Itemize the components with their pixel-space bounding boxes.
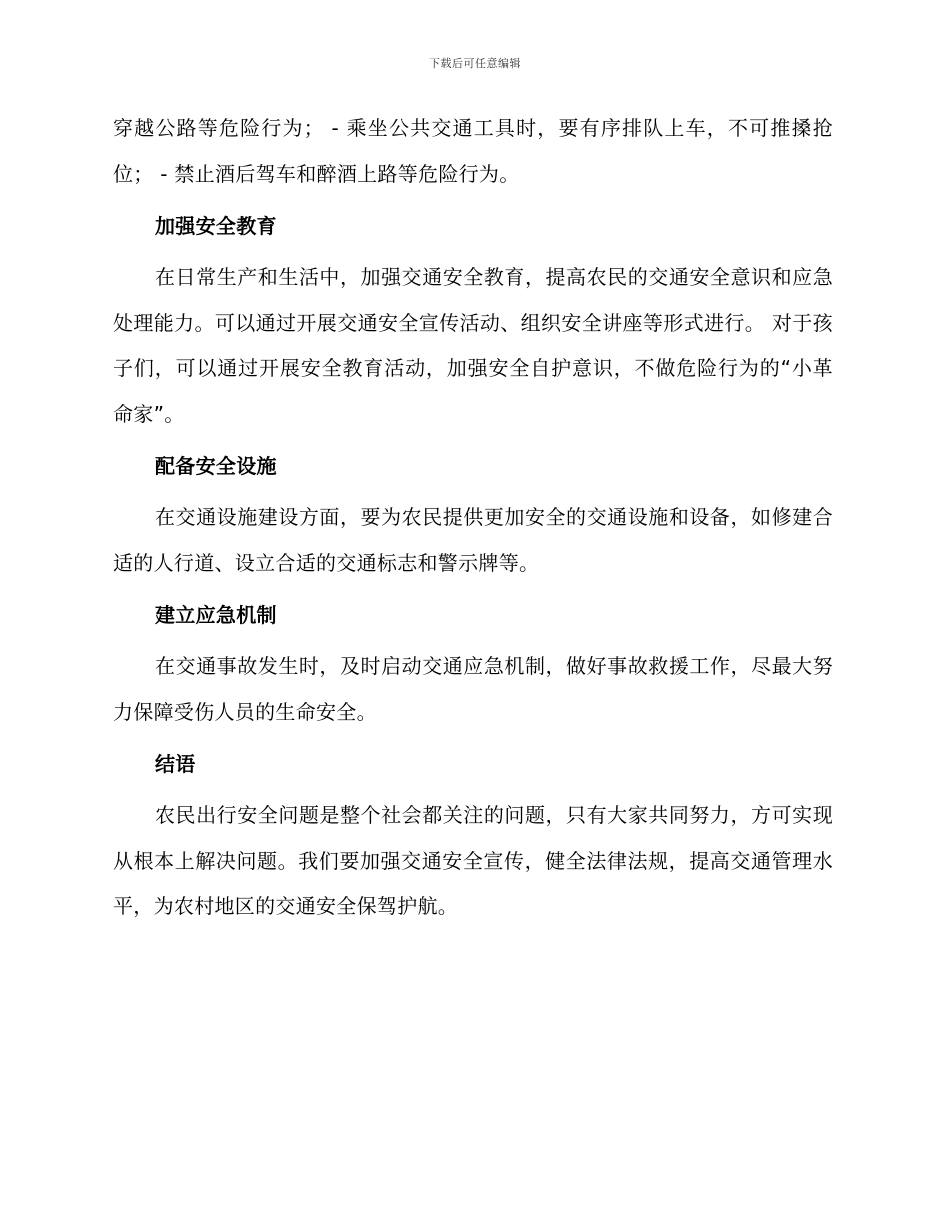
page-header-note: 下载后可任意编辑 (429, 57, 521, 70)
section-heading-education: 加强安全教育 (155, 214, 277, 238)
education-paragraph: 在日常生产和生活中，加强交通安全教育，提高农民的交通安全意识和应急处理能力。可以通过开展交通安全宣传活动、组织安全讲座等形式进行。 对于孩子们，可以通过开展安全教育活动，加强安全自护意识，不做危险行为的“小革命家”。 (113, 265, 833, 426)
emergency-paragraph: 在交通事故发生时，及时启动交通应急机制，做好事故救援工作，尽最大努力保障受伤人员的生命安全。 (113, 654, 833, 724)
facilities-paragraph: 在交通设施建设方面，要为农民提供更加安全的交通设施和设备，如修建合适的人行道、设立合适的交通标志和警示牌等。 (113, 505, 833, 575)
document-body (113, 106, 833, 930)
section-heading-emergency: 建立应急机制 (155, 603, 277, 627)
intro-continuation-paragraph: 穿越公路等危险行为； - 乘坐公共交通工具时，要有序排队上车，不可推搡抢位； - 禁止酒后驾车和醉酒上路等危险行为。 (113, 116, 833, 186)
section-heading-conclusion: 结语 (155, 752, 196, 776)
section-heading-facilities: 配备安全设施 (155, 454, 277, 478)
conclusion-paragraph: 农民出行安全问题是整个社会都关注的问题，只有大家共同努力，方可实现从根本上解决问题。我们要加强交通安全宣传，健全法律法规，提高交通管理水平，为农村地区的交通安全保驾护航。 (113, 803, 833, 918)
